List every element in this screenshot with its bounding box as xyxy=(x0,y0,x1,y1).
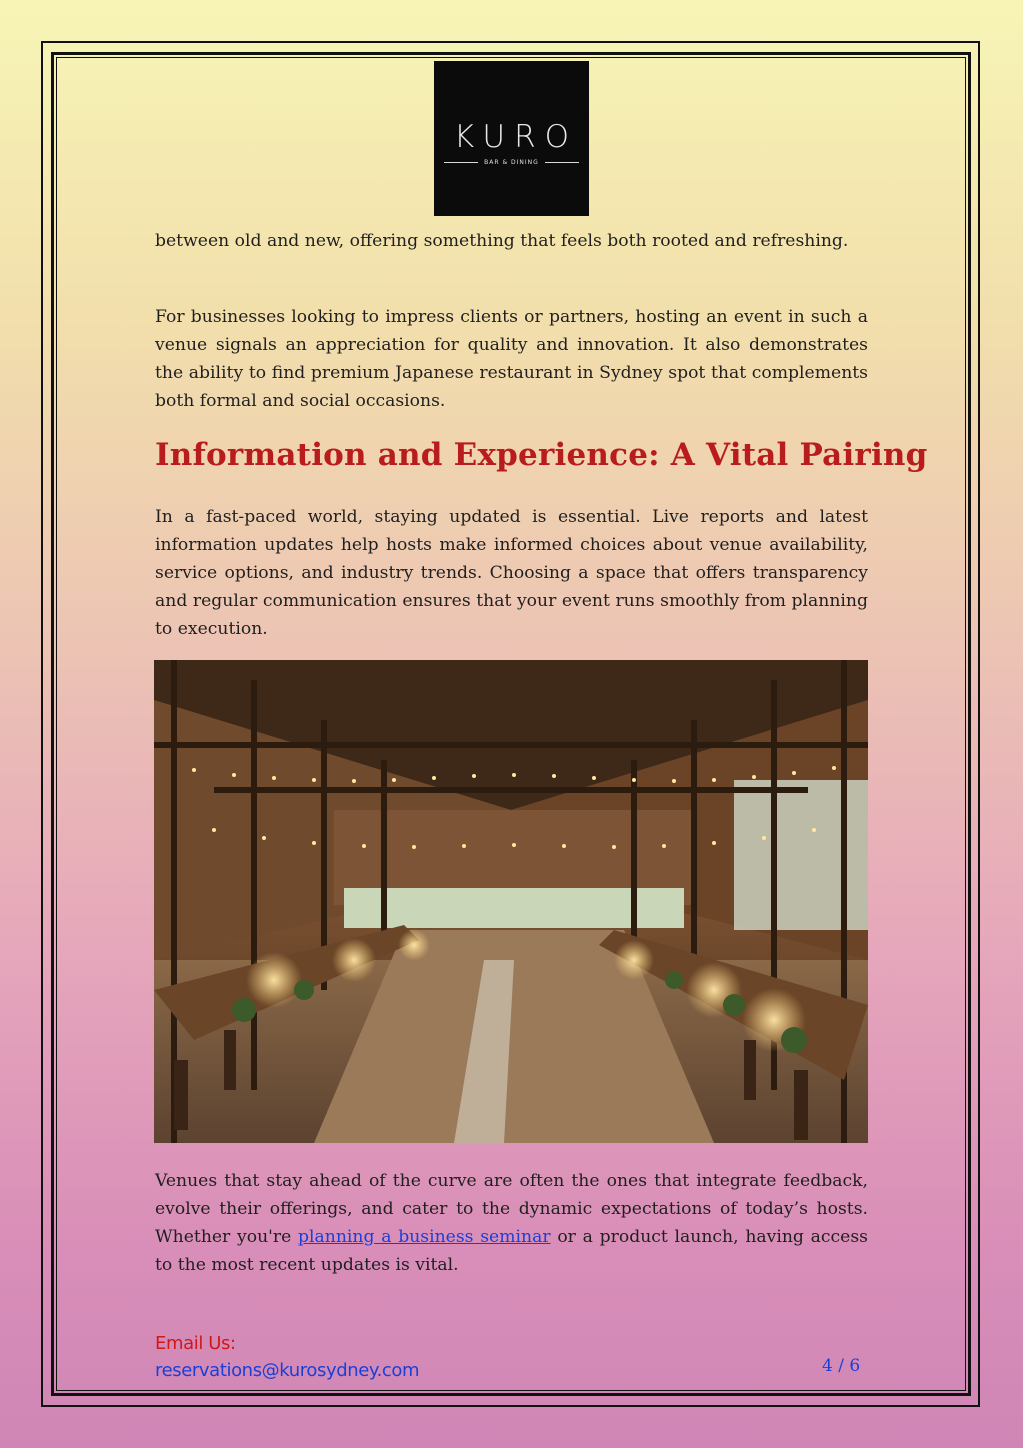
logo-rule-left xyxy=(444,162,478,163)
logo-subtitle: BAR & DINING xyxy=(484,159,539,166)
paragraph-rooted-refreshing: between old and new, offering something that feels both rooted and refreshing. xyxy=(155,231,849,251)
business-seminar-link[interactable]: planning a business seminar xyxy=(298,1227,551,1247)
email-address[interactable]: reservations@kurosydney.com xyxy=(155,1360,420,1381)
paragraph-fast-paced: In a fast-paced world, staying updated is essential. Live reports and latest information updates help hosts make informed choices about venue availability, service options, and industry trends. Choosing a space that offers transparency and regular communication ensures that your event runs smoothly from planning to execution. xyxy=(155,507,868,639)
section-heading: Information and Experience: A Vital Pairing xyxy=(155,437,928,473)
paragraph-venues-ahead xyxy=(155,1167,868,1279)
logo-subtitle-row xyxy=(444,159,579,166)
logo-wordmark: KURO xyxy=(453,119,579,155)
paragraph-venues-text-2: or a product launch, having access to the most recent updates is vital. xyxy=(155,1227,868,1275)
paragraph-businesses: For businesses looking to impress clients or partners, hosting an event in such a venue signals an appreciation for quality and innovation. It also demonstrates the ability to find premium Japanese restaurant in Sydney spot that complements both formal and social occasions. xyxy=(155,307,868,411)
paragraph-venues-text-1: Venues that stay ahead of the curve are often the ones that integrate feedback, evolve their offerings, and cater to the dynamic expectations of today’s hosts. Whether you're xyxy=(155,1171,868,1247)
barn-venue-photo xyxy=(154,660,868,1143)
email-label: Email Us: xyxy=(155,1333,236,1354)
logo-rule-right xyxy=(545,162,579,163)
kuro-logo xyxy=(434,61,589,216)
page-number: 4 / 6 xyxy=(822,1356,861,1376)
barn-illustration xyxy=(154,660,868,1143)
